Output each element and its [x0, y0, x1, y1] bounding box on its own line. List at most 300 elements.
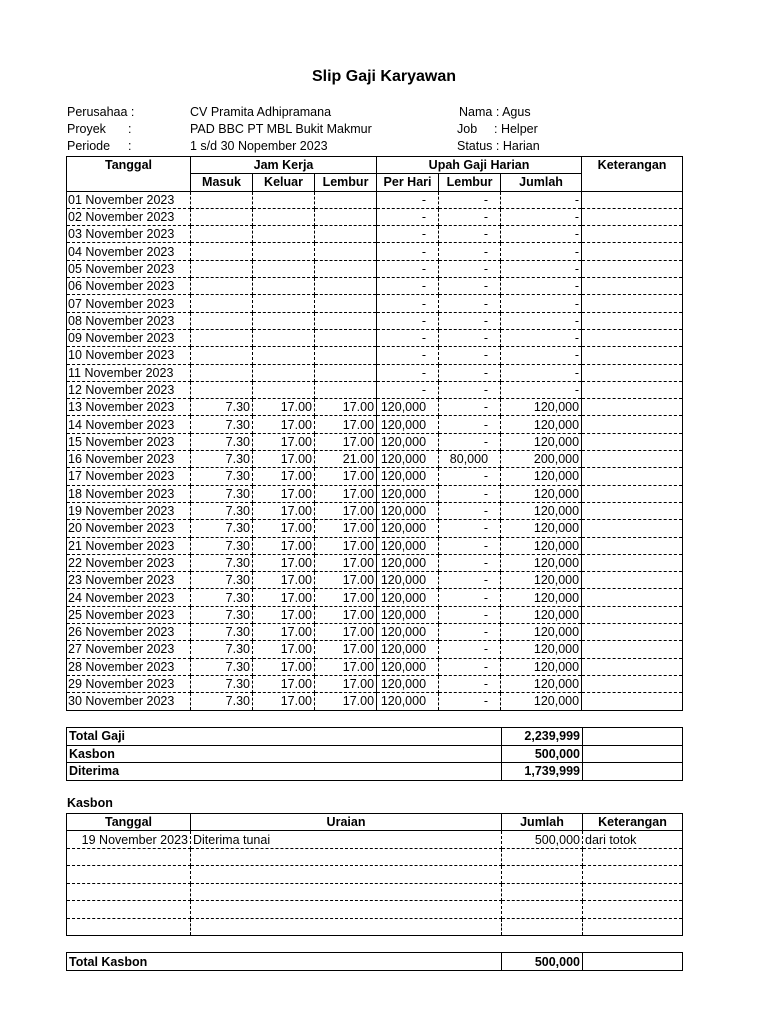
row-keterangan: [582, 537, 683, 554]
row-upah-lembur: -: [439, 191, 501, 208]
diterima-row: [67, 763, 683, 781]
row-jumlah: 120,000: [501, 502, 582, 519]
row-date: 06 November 2023: [67, 278, 191, 295]
row-upah-lembur: -: [439, 693, 501, 710]
row-keluar: 17.00: [253, 485, 315, 502]
row-date: 18 November 2023: [67, 485, 191, 502]
kasbon-keterangan: dari totok: [583, 831, 683, 849]
row-per-hari: 120,000: [377, 416, 439, 433]
kasbon-uraian: [191, 848, 502, 866]
row-jumlah: 120,000: [501, 693, 582, 710]
row-jumlah: -: [501, 312, 582, 329]
row-date: 03 November 2023: [67, 226, 191, 243]
row-lembur: [315, 329, 377, 346]
row-masuk: [191, 295, 253, 312]
row-lembur: 17.00: [315, 554, 377, 571]
row-lembur: 17.00: [315, 658, 377, 675]
kasbon-keterangan: [583, 918, 683, 936]
table-row: [67, 191, 683, 208]
row-per-hari: 120,000: [377, 589, 439, 606]
kasbon-keterangan: [583, 866, 683, 884]
row-date: 23 November 2023: [67, 572, 191, 589]
row-upah-lembur: -: [439, 416, 501, 433]
table-row: [67, 520, 683, 537]
row-lembur: [315, 312, 377, 329]
row-jumlah: -: [501, 329, 582, 346]
table-row: [67, 312, 683, 329]
row-date: 13 November 2023: [67, 399, 191, 416]
row-masuk: 7.30: [191, 468, 253, 485]
row-keluar: 17.00: [253, 641, 315, 658]
row-keterangan: [582, 329, 683, 346]
row-lembur: 17.00: [315, 641, 377, 658]
row-jumlah: -: [501, 295, 582, 312]
kasbon-label: Kasbon: [67, 745, 502, 763]
table-row: [67, 243, 683, 260]
row-jumlah: 120,000: [501, 554, 582, 571]
row-masuk: 7.30: [191, 416, 253, 433]
total-kasbon-label: Total Kasbon: [67, 953, 502, 971]
row-keluar: [253, 312, 315, 329]
row-jumlah: 120,000: [501, 468, 582, 485]
row-upah-lembur: -: [439, 606, 501, 623]
row-per-hari: 120,000: [377, 399, 439, 416]
row-upah-lembur: -: [439, 329, 501, 346]
table-row: [67, 260, 683, 277]
row-upah-lembur: -: [439, 260, 501, 277]
row-upah-lembur: -: [439, 364, 501, 381]
row-upah-lembur: -: [439, 399, 501, 416]
row-lembur: [315, 260, 377, 277]
row-keterangan: [582, 658, 683, 675]
row-per-hari: -: [377, 208, 439, 225]
row-keluar: 17.00: [253, 658, 315, 675]
row-masuk: [191, 364, 253, 381]
table-row: [67, 416, 683, 433]
row-upah-lembur: -: [439, 502, 501, 519]
table-row: [67, 589, 683, 606]
row-keterangan: [582, 226, 683, 243]
row-jumlah: -: [501, 364, 582, 381]
row-masuk: 7.30: [191, 675, 253, 692]
row-date: 12 November 2023: [67, 381, 191, 398]
row-jumlah: 120,000: [501, 624, 582, 641]
col-jumlah: Jumlah: [501, 174, 582, 191]
row-keluar: 17.00: [253, 416, 315, 433]
row-lembur: 17.00: [315, 399, 377, 416]
row-date: 17 November 2023: [67, 468, 191, 485]
row-keluar: [253, 381, 315, 398]
row-jumlah: -: [501, 347, 582, 364]
row-date: 08 November 2023: [67, 312, 191, 329]
table-row: [67, 433, 683, 450]
row-keterangan: [582, 468, 683, 485]
row-keterangan: [582, 624, 683, 641]
row-keterangan: [582, 675, 683, 692]
row-keterangan: [582, 520, 683, 537]
row-date: 01 November 2023: [67, 191, 191, 208]
row-keluar: 17.00: [253, 675, 315, 692]
row-per-hari: 120,000: [377, 537, 439, 554]
table-row: [67, 329, 683, 346]
row-jumlah: 120,000: [501, 641, 582, 658]
proyek-value: PAD BBC PT MBL Bukit Makmur: [190, 122, 372, 136]
row-upah-lembur: -: [439, 675, 501, 692]
row-per-hari: 120,000: [377, 554, 439, 571]
row-keterangan: [582, 399, 683, 416]
col-masuk: Masuk: [191, 174, 253, 191]
row-date: 24 November 2023: [67, 589, 191, 606]
row-per-hari: -: [377, 243, 439, 260]
kasbon-row: [67, 831, 683, 849]
col-lembur: Lembur: [315, 174, 377, 191]
periode-value: 1 s/d 30 Nopember 2023: [190, 139, 328, 153]
row-per-hari: -: [377, 226, 439, 243]
kasbon-section-title: Kasbon: [67, 796, 113, 810]
row-lembur: [315, 347, 377, 364]
row-masuk: 7.30: [191, 485, 253, 502]
row-masuk: 7.30: [191, 433, 253, 450]
row-date: 07 November 2023: [67, 295, 191, 312]
col-jam-kerja: Jam Kerja: [191, 157, 377, 174]
row-date: 10 November 2023: [67, 347, 191, 364]
row-keluar: 17.00: [253, 537, 315, 554]
row-keluar: [253, 260, 315, 277]
attendance-table: [66, 156, 683, 711]
row-date: 22 November 2023: [67, 554, 191, 571]
row-jumlah: 200,000: [501, 451, 582, 468]
kasbon-row: [67, 918, 683, 936]
row-per-hari: -: [377, 329, 439, 346]
kasbon-keterangan: [583, 883, 683, 901]
row-masuk: 7.30: [191, 641, 253, 658]
total-gaji-row: [67, 728, 683, 746]
row-date: 27 November 2023: [67, 641, 191, 658]
row-upah-lembur: -: [439, 312, 501, 329]
row-lembur: 17.00: [315, 537, 377, 554]
row-keterangan: [582, 278, 683, 295]
row-jumlah: 120,000: [501, 606, 582, 623]
row-per-hari: 120,000: [377, 658, 439, 675]
page-title: Slip Gaji Karyawan: [311, 68, 457, 85]
row-keluar: 17.00: [253, 468, 315, 485]
job-label: Job: [457, 122, 478, 136]
row-per-hari: 120,000: [377, 520, 439, 537]
proyek-colon: :: [128, 122, 132, 136]
kasbon-row: [67, 745, 683, 763]
total-gaji-label: Total Gaji: [67, 728, 502, 746]
kasbon-uraian: Diterima tunai: [191, 831, 502, 849]
col-keluar: Keluar: [253, 174, 315, 191]
perusahaan-value: CV Pramita Adhipramana: [190, 105, 332, 119]
row-keterangan: [582, 312, 683, 329]
row-masuk: 7.30: [191, 589, 253, 606]
row-keterangan: [582, 433, 683, 450]
row-upah-lembur: -: [439, 658, 501, 675]
row-date: 11 November 2023: [67, 364, 191, 381]
row-masuk: 7.30: [191, 624, 253, 641]
row-date: 29 November 2023: [67, 675, 191, 692]
row-lembur: [315, 295, 377, 312]
row-per-hari: -: [377, 381, 439, 398]
diterima-value: 1,739,999: [502, 763, 583, 781]
row-keterangan: [582, 295, 683, 312]
table-row: [67, 295, 683, 312]
row-upah-lembur: 80,000: [439, 451, 501, 468]
row-masuk: 7.30: [191, 502, 253, 519]
table-row: [67, 693, 683, 710]
row-lembur: 17.00: [315, 502, 377, 519]
row-upah-lembur: -: [439, 537, 501, 554]
row-per-hari: -: [377, 191, 439, 208]
row-masuk: 7.30: [191, 520, 253, 537]
row-upah-lembur: -: [439, 278, 501, 295]
row-masuk: 7.30: [191, 606, 253, 623]
row-upah-lembur: -: [439, 226, 501, 243]
row-keterangan: [582, 554, 683, 571]
row-per-hari: -: [377, 260, 439, 277]
row-masuk: [191, 312, 253, 329]
row-date: 26 November 2023: [67, 624, 191, 641]
row-date: 25 November 2023: [67, 606, 191, 623]
kasbon-jumlah: [502, 901, 583, 919]
row-masuk: [191, 243, 253, 260]
row-masuk: [191, 329, 253, 346]
row-masuk: 7.30: [191, 554, 253, 571]
total-kasbon-table: [66, 952, 683, 971]
row-masuk: [191, 226, 253, 243]
total-gaji-value: 2,239,999: [502, 728, 583, 746]
row-keterangan: [582, 347, 683, 364]
row-date: 28 November 2023: [67, 658, 191, 675]
row-upah-lembur: -: [439, 208, 501, 225]
row-date: 15 November 2023: [67, 433, 191, 450]
row-keterangan: [582, 364, 683, 381]
row-lembur: [315, 226, 377, 243]
row-keluar: 17.00: [253, 589, 315, 606]
row-upah-lembur: -: [439, 243, 501, 260]
row-keterangan: [582, 260, 683, 277]
row-upah-lembur: -: [439, 641, 501, 658]
row-jumlah: -: [501, 191, 582, 208]
kasbon-uraian: [191, 866, 502, 884]
table-row: [67, 485, 683, 502]
row-keterangan: [582, 243, 683, 260]
kasbon-table: [66, 813, 683, 936]
row-date: 14 November 2023: [67, 416, 191, 433]
row-per-hari: -: [377, 364, 439, 381]
total-kasbon-value: 500,000: [502, 953, 583, 971]
row-per-hari: -: [377, 312, 439, 329]
row-lembur: [315, 208, 377, 225]
table-row: [67, 502, 683, 519]
kasbon-jumlah: 500,000: [502, 831, 583, 849]
row-lembur: 17.00: [315, 624, 377, 641]
row-date: 04 November 2023: [67, 243, 191, 260]
row-upah-lembur: -: [439, 624, 501, 641]
row-date: 30 November 2023: [67, 693, 191, 710]
row-lembur: 17.00: [315, 589, 377, 606]
row-keluar: [253, 243, 315, 260]
row-lembur: 17.00: [315, 468, 377, 485]
row-keluar: [253, 364, 315, 381]
kasbon-tanggal: 19 November 2023: [67, 831, 191, 849]
row-lembur: 17.00: [315, 433, 377, 450]
row-per-hari: 120,000: [377, 433, 439, 450]
row-keluar: [253, 295, 315, 312]
row-keterangan: [582, 693, 683, 710]
row-keluar: 17.00: [253, 693, 315, 710]
table-row: [67, 347, 683, 364]
row-masuk: [191, 347, 253, 364]
row-masuk: [191, 278, 253, 295]
row-per-hari: 120,000: [377, 606, 439, 623]
perusahaan-label: Perusahaa :: [67, 105, 135, 119]
status-info: Status : Harian: [457, 139, 540, 153]
row-keterangan: [582, 381, 683, 398]
periode-label: Periode: [67, 139, 111, 153]
row-jumlah: -: [501, 381, 582, 398]
row-keterangan: [582, 485, 683, 502]
kasbon-col-uraian: Uraian: [191, 814, 502, 831]
row-keluar: 17.00: [253, 606, 315, 623]
kasbon-row: [67, 901, 683, 919]
row-masuk: 7.30: [191, 572, 253, 589]
row-lembur: [315, 191, 377, 208]
row-masuk: [191, 260, 253, 277]
row-upah-lembur: -: [439, 295, 501, 312]
row-per-hari: -: [377, 295, 439, 312]
row-per-hari: -: [377, 347, 439, 364]
row-keterangan: [582, 589, 683, 606]
row-date: 16 November 2023: [67, 451, 191, 468]
table-row: [67, 208, 683, 225]
col-per-hari: Per Hari: [377, 174, 439, 191]
table-row: [67, 226, 683, 243]
row-jumlah: 120,000: [501, 485, 582, 502]
kasbon-tanggal: [67, 901, 191, 919]
row-lembur: 17.00: [315, 693, 377, 710]
row-date: 09 November 2023: [67, 329, 191, 346]
table-row: [67, 606, 683, 623]
row-lembur: 17.00: [315, 416, 377, 433]
row-masuk: 7.30: [191, 451, 253, 468]
row-keluar: [253, 226, 315, 243]
row-upah-lembur: -: [439, 554, 501, 571]
table-row: [67, 468, 683, 485]
row-masuk: 7.30: [191, 658, 253, 675]
kasbon-row: [67, 848, 683, 866]
row-date: 19 November 2023: [67, 502, 191, 519]
row-date: 05 November 2023: [67, 260, 191, 277]
kasbon-tanggal: [67, 918, 191, 936]
row-keterangan: [582, 416, 683, 433]
row-jumlah: -: [501, 278, 582, 295]
row-keluar: [253, 191, 315, 208]
col-upah-lembur: Lembur: [439, 174, 501, 191]
kasbon-row: [67, 866, 683, 884]
row-upah-lembur: -: [439, 589, 501, 606]
table-row: [67, 554, 683, 571]
kasbon-keterangan: [583, 848, 683, 866]
row-per-hari: 120,000: [377, 572, 439, 589]
row-masuk: [191, 191, 253, 208]
kasbon-jumlah: [502, 883, 583, 901]
row-per-hari: 120,000: [377, 624, 439, 641]
row-lembur: [315, 381, 377, 398]
row-date: 21 November 2023: [67, 537, 191, 554]
table-row: [67, 399, 683, 416]
kasbon-row: [67, 883, 683, 901]
table-row: [67, 364, 683, 381]
row-keluar: 17.00: [253, 433, 315, 450]
row-keterangan: [582, 502, 683, 519]
row-per-hari: -: [377, 278, 439, 295]
table-row: [67, 641, 683, 658]
totals-table: [66, 727, 683, 781]
row-jumlah: 120,000: [501, 520, 582, 537]
kasbon-tanggal: [67, 848, 191, 866]
col-keterangan: Keterangan: [582, 157, 683, 192]
row-keluar: 17.00: [253, 451, 315, 468]
row-jumlah: 120,000: [501, 658, 582, 675]
row-masuk: [191, 381, 253, 398]
row-upah-lembur: -: [439, 468, 501, 485]
row-per-hari: 120,000: [377, 451, 439, 468]
kasbon-value: 500,000: [502, 745, 583, 763]
table-row: [67, 658, 683, 675]
row-lembur: 17.00: [315, 606, 377, 623]
row-keterangan: [582, 572, 683, 589]
kasbon-col-keterangan: Keterangan: [583, 814, 683, 831]
row-lembur: 17.00: [315, 485, 377, 502]
row-upah-lembur: -: [439, 381, 501, 398]
row-keterangan: [582, 191, 683, 208]
row-jumlah: 120,000: [501, 416, 582, 433]
row-masuk: [191, 208, 253, 225]
kasbon-jumlah: [502, 866, 583, 884]
row-upah-lembur: -: [439, 572, 501, 589]
row-lembur: 21.00: [315, 451, 377, 468]
col-tanggal: Tanggal: [67, 157, 191, 192]
kasbon-keterangan: [583, 901, 683, 919]
row-jumlah: 120,000: [501, 399, 582, 416]
row-jumlah: -: [501, 243, 582, 260]
diterima-label: Diterima: [67, 763, 502, 781]
row-keluar: [253, 329, 315, 346]
row-jumlah: -: [501, 260, 582, 277]
row-lembur: [315, 278, 377, 295]
kasbon-uraian: [191, 901, 502, 919]
kasbon-jumlah: [502, 848, 583, 866]
row-masuk: 7.30: [191, 399, 253, 416]
row-per-hari: 120,000: [377, 502, 439, 519]
table-row: [67, 624, 683, 641]
row-lembur: 17.00: [315, 520, 377, 537]
row-lembur: [315, 364, 377, 381]
table-row: [67, 572, 683, 589]
row-keluar: 17.00: [253, 502, 315, 519]
row-upah-lembur: -: [439, 520, 501, 537]
row-masuk: 7.30: [191, 693, 253, 710]
row-jumlah: 120,000: [501, 572, 582, 589]
row-masuk: 7.30: [191, 537, 253, 554]
kasbon-jumlah: [502, 918, 583, 936]
kasbon-uraian: [191, 918, 502, 936]
row-keluar: 17.00: [253, 554, 315, 571]
row-upah-lembur: -: [439, 485, 501, 502]
row-date: 02 November 2023: [67, 208, 191, 225]
